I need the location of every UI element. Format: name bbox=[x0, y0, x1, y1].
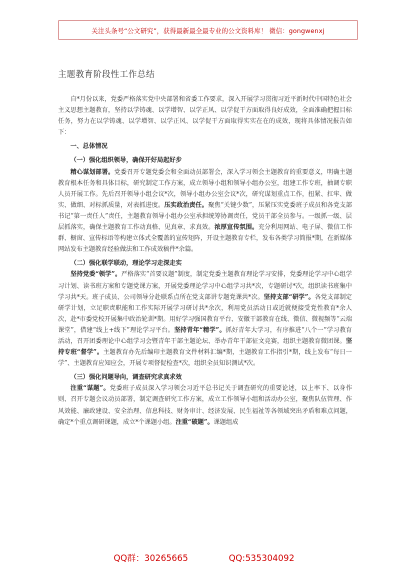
text-youth: 抓好青年大学习，有序推进“八个一”学习教育活动，召开团委理论中心组学习会暨青年干部主题论坛、举办青年干部征文竞赛，组织主题教育微团课。 bbox=[58, 326, 352, 345]
text-topic: 党委班子成员深入学习领会习近平总书记关于调查研究的重要论述，以上率下、以身作则、召开专题会议动员部署，制定调查研究工作方案，成立工作领导小组和活动办公室，聚焦队伍管理、作风效能、廉政建设、安全治理、信息科技、财务审计、经济发展、民生福祉等各领域突出矛盾和难点问题，确定*个重点调研课题，成立*个课题小组。 bbox=[58, 385, 353, 426]
lead-publicity: 浓厚宣传氛围。 bbox=[214, 224, 259, 232]
intro-paragraph: 自*月份以来，党委严格落实党中央部署和省委工作要求，深入开展学习贯彻习近平新时代中国特色社会主义思想主题教育，坚持以学铸魂、以学增智、以学正风、以学促干方面取得良好成效，全面准确把握目标任务，努力在以学铸魂、以学增智、以学正风、以学促干方面取得实实在在的成效，现将具体情况报告如下： bbox=[58, 96, 352, 137]
lead-planning: 精心谋划部署。 bbox=[70, 168, 115, 176]
footer-contact bbox=[0, 552, 408, 564]
lead-topic: 注重“谋题”。 bbox=[70, 385, 110, 393]
banner-text: 关注头条号“公文研究”，获得最新最全最专业的公文资料库！ 微信：gongwenxj bbox=[91, 26, 325, 35]
footer-qq: QQ:535304092 bbox=[228, 554, 295, 564]
paragraph-planning bbox=[58, 167, 352, 256]
text-solve: 课题组成 bbox=[213, 418, 239, 426]
footer-qq-group: QQ群：30265665 bbox=[113, 554, 189, 564]
lead-responsibility: 压实政治责任。 bbox=[164, 201, 209, 209]
lead-solve: 注重“破题”。 bbox=[175, 418, 214, 426]
paragraph-study bbox=[58, 269, 352, 369]
text-planning: 党委召开专题党委会和全面动员部署会，深入学习领会主题教育的重要意义，明确主题教育根本任务和具体目标，研究制定工作方案，成立领导小组和领导小组办公室，组建工作专班，抽调专职人员开展工作。先后召开领导小组会议*次，领导小组办公室会议*次，研究谋划重点工作，扭紧、扛牢、做实、做细、对标抓质量，对表抓进度。 bbox=[58, 168, 353, 209]
lead-youth: 坚持青年“精学”。 bbox=[174, 326, 226, 334]
text-supervision: 主题教育办先后编印主题教育文件材料汇编*期，主题教育工作指引*期，线上发布“每日一学”、主题教育应知应会，开展专项督促检查*次，组织全员知识测试*次。 bbox=[58, 349, 352, 368]
lead-committee: 坚持党委“领学”。 bbox=[70, 271, 122, 279]
text-committee: 严格落实“首要议题”制度，制定党委主题教育理论学习安排，党委理论学习中心组学习计划、读书班方案和专题党课方案，开展党委理论学习中心组学习共*次，专题研讨*次，组织读书班集中学习共*天。班子成员、公司领导分赴联系点所在党支部讲专题党课共*次。 bbox=[58, 271, 352, 301]
lead-branch: 坚持支部“研学”。 bbox=[263, 293, 315, 301]
text-branch: 各党支部制定研学计划，立足职责职能和工作实际开展学习研讨共*余次，利用党员活动日或近就便接受党性教育*余人次，赴*市委党校开展集中政治轮训*期。用好学习强国教育平台、安徽干部教育在线、微信、微视频等“云端课堂”，借建“线上+线下”理论学习平台。 bbox=[58, 293, 352, 334]
document-body bbox=[58, 94, 352, 428]
subsection-heading-research: （三）强化问题导向，调查研究求真求效 bbox=[70, 374, 182, 382]
text-responsibility: 聚焦“关键少数”，压紧压实党委班子成员和各党支部书记“第一责任人”责任，主题教育领导小组办公室承担统筹协调责任，党员干部全员参与。一级抓一级、层层抓落实，确保主题教育工作动真格、见真章、求真效。 bbox=[58, 201, 353, 232]
text-publicity: 充分利用网站、电子屏、微信工作群、橱窗、宣传标语等构建立体式全覆盖的宣传矩阵，开设主题教育专栏，发布各类学习简报*期，在新媒体网站发布主题教育经验做法和工作成效稿件*余篇。 bbox=[58, 224, 353, 254]
section-heading-overview: 一、总体情况 bbox=[70, 143, 108, 151]
subsection-heading-study: （二）强化联学联动，理论学习走深走实 bbox=[70, 260, 182, 268]
top-banner bbox=[58, 20, 358, 40]
lead-supervision: 坚持专班“督学”。 bbox=[58, 337, 352, 357]
document-title: 主题教育阶段性工作总结 bbox=[58, 70, 155, 80]
paragraph-research bbox=[58, 383, 352, 427]
subsection-heading-leadership: （一）强化组织领导，确保开好局起好步 bbox=[70, 157, 182, 165]
